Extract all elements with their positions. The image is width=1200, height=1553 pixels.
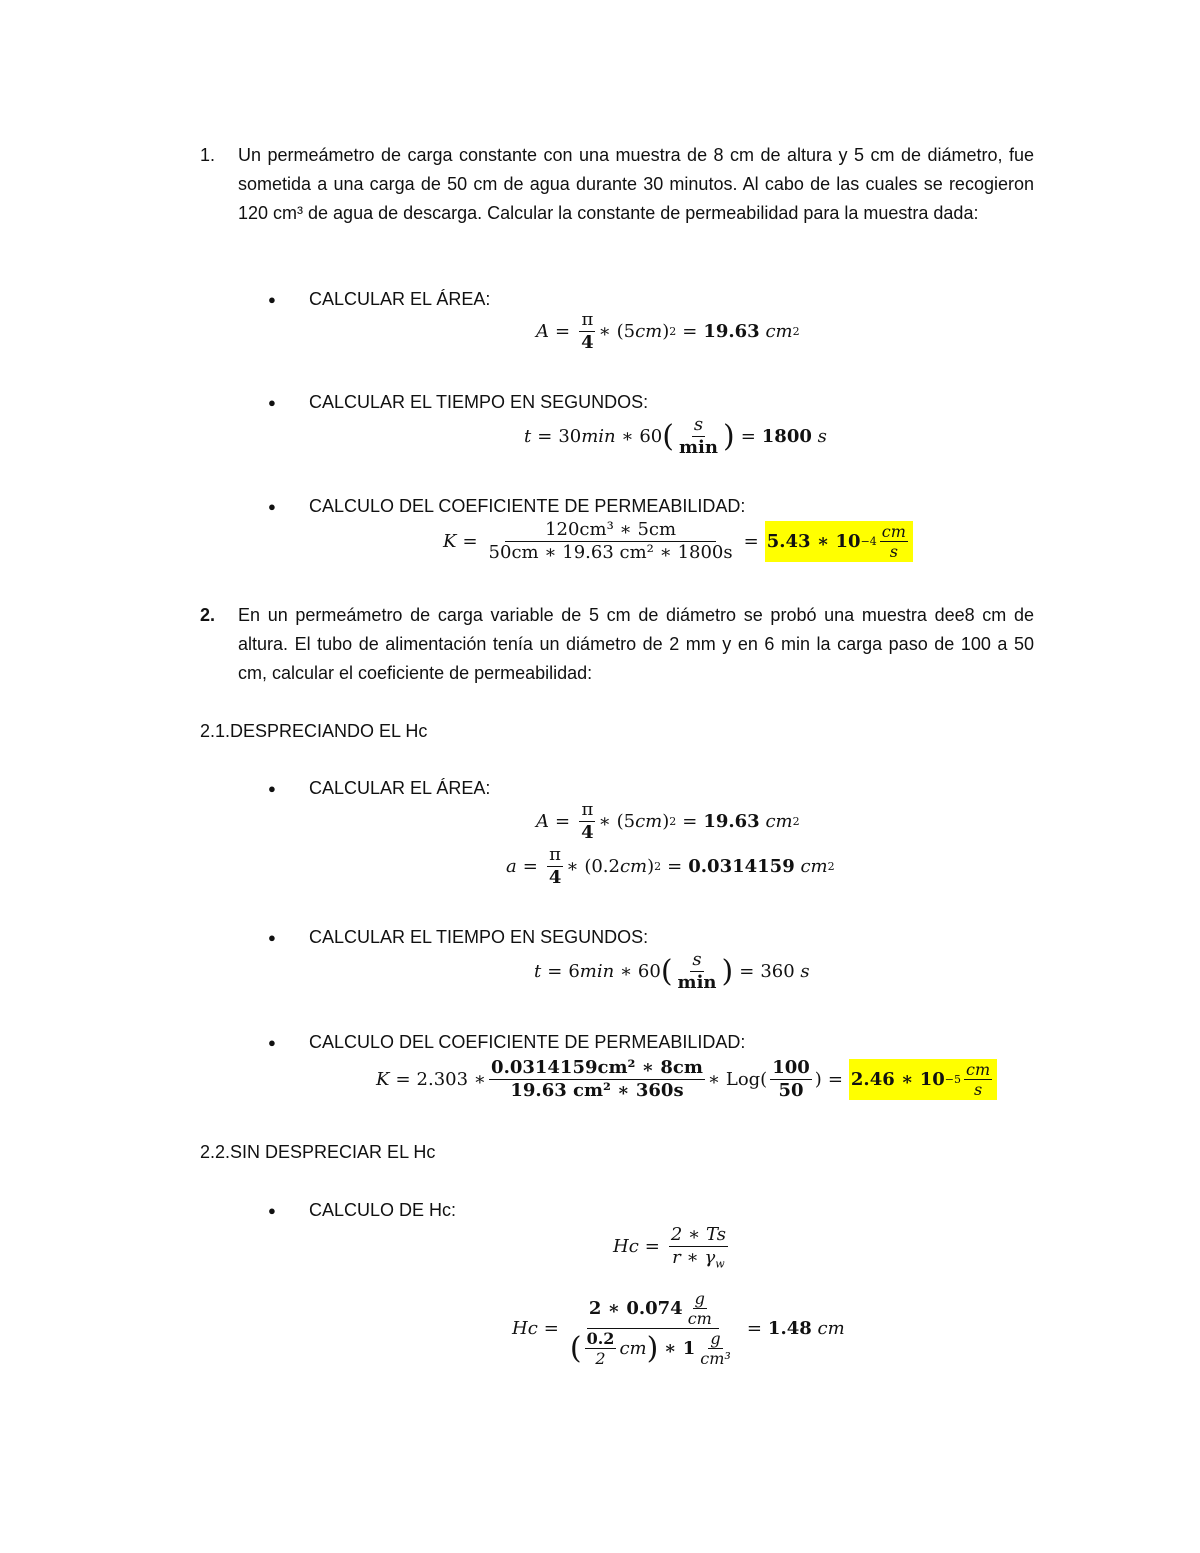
bullet-icon: ●	[268, 930, 276, 945]
bullet-icon: ●	[268, 499, 276, 514]
problem-2-text: En un permeámetro de carga variable de 5 cm de diámetro se probó una muestra dee8 cm de altura. El tubo de alimentación tenía un diámetro de 2 mm y en 6 min la carga paso de 100 a 50 cm, calcular el coeficiente de permeabilidad:	[238, 605, 1034, 683]
problem-1-text: Un permeámetro de carga constante con una muestra de 8 cm de altura y 5 cm de diámetro, fue sometida a una carga de 50 cm de agua durante 30 minutos. Al cabo de las cuales se recogieron 120 cm³ de agua de descarga. Calcular la constante de permeabilidad para la muestra dada:	[238, 145, 1034, 223]
section-2-1-heading: 2.1.DESPRECIANDO EL Hc	[200, 721, 428, 741]
equation-area: A = $\frac{\pi}{4}$ ∗ (5 cm ) 2 = 19.63 cm 2	[536, 309, 800, 353]
step-time-label: CALCULAR EL TIEMPO EN SEGUNDOS:	[309, 392, 649, 412]
section-2-2-heading: 2.2.SIN DESPRECIAR EL Hc	[200, 1142, 436, 1162]
step-coef-label-2: CALCULO DEL COEFICIENTE DE PERMEABILIDAD:	[309, 1032, 746, 1052]
problem-1-number: 1.	[200, 145, 216, 165]
step-hc-label: CALCULO DE Hc:	[309, 1200, 457, 1220]
equation-area-a: a = $\frac{\pi}{4}$ ∗ (0.2 cm ) 2 = 0.0314159 cm 2	[506, 844, 835, 888]
bullet-icon: ●	[268, 292, 276, 307]
equation-time: t = 30 min ∗ 60 ( $\frac{s}{\min}$ ) = 1800 s	[524, 414, 827, 458]
equation-permeability-2: K = 2.303 ∗ $\frac{\text{0.0314159cm² ∗ 8cm}}{\text{19.63 cm² ∗ 360s}}$ ∗ Log( $\frac{100}{50}$ ) = 2.46 ∗ 10 −5 $\frac{cm}{s}$	[376, 1058, 997, 1101]
bullet-icon: ●	[268, 1035, 276, 1050]
step-area-label: CALCULAR EL ÁREA:	[309, 289, 491, 309]
equation-permeability: K = $\frac{\text{120cm³ ∗ 5cm}}{\text{50cm ∗ 19.63 cm² ∗ 1800s}}$ = 5.43 ∗ 10 −4 $\frac{cm}{s}$	[443, 520, 913, 563]
equation-area-A: A = $\frac{\pi}{4}$ ∗ (5 cm ) 2 = 19.63 cm 2	[536, 799, 800, 843]
bullet-icon: ●	[268, 781, 276, 796]
result-highlight-2: 2.46 ∗ 10 −5 $\frac{cm}{s}$	[849, 1059, 997, 1100]
step-time-label-2: CALCULAR EL TIEMPO EN SEGUNDOS:	[309, 927, 649, 947]
equation-hc-value: Hc = 2 ∗ 0.074 $\frac{g}{cm}$ ( $\frac{0.2}{2}$ cm ) ∗ 1 $\frac{g}{\text{cm³}}$ = 1.48 cm	[512, 1289, 845, 1368]
result-highlight: 5.43 ∗ 10 −4 $\frac{cm}{s}$	[765, 521, 913, 562]
equation-hc-formula: Hc = $\frac{2 ∗ Ts}{r ∗ \gamma_w}$	[613, 1224, 726, 1271]
bullet-icon: ●	[268, 1203, 276, 1218]
step-area-label-2: CALCULAR EL ÁREA:	[309, 778, 491, 798]
problem-2-number: 2.	[200, 605, 216, 625]
equation-time-2: t = 6 min ∗ 60 ( $\frac{s}{\min}$ ) = 360 s	[534, 949, 810, 993]
step-coef-label: CALCULO DEL COEFICIENTE DE PERMEABILIDAD:	[309, 496, 746, 516]
bullet-icon: ●	[268, 395, 276, 410]
